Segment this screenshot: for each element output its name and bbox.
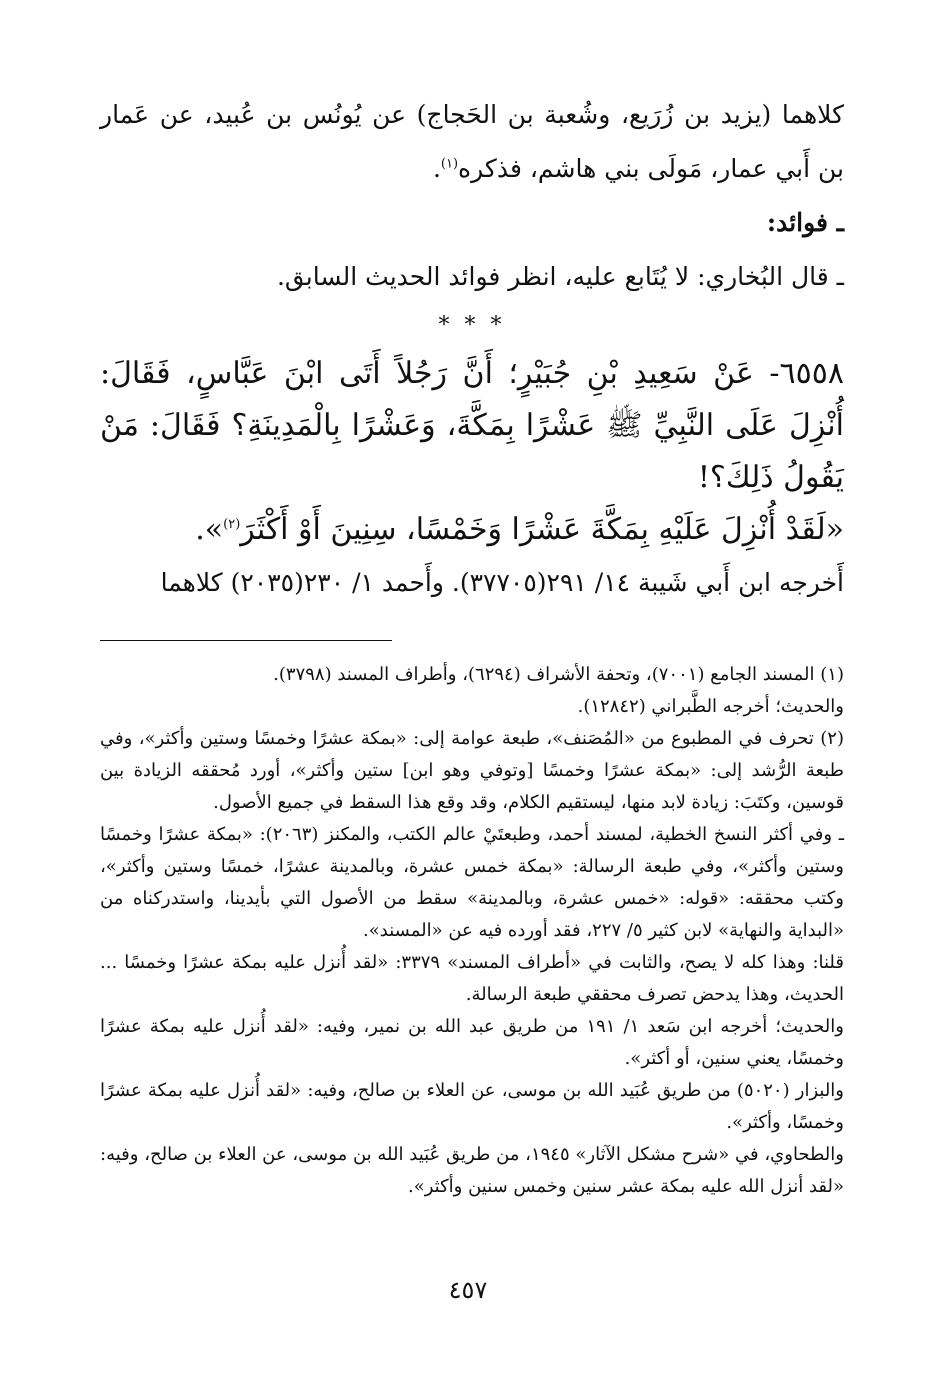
takhrij-text: أَخرجه ابن أَبي شَيبة ١٤/ ٢٩١(٣٧٧٠٥). وأَحمد ١/ ٢٣٠(٢٠٣٥) كلاهما — [160, 568, 844, 597]
footnote-1-cont: والحديث؛ أخرجه الطَّبراني (١٢٨٤٢). — [577, 696, 844, 717]
footnote-2: (٢) تحرف في المطبوع من «المُصَنف»، طبعة عوامة إلى: «بمكة عشرًا وخمسًا وستين وأكثر»، وفي طبعة الرُّشد إلى: «بمكة عشرًا وخمسًا [وتوفي وهو ابن] ستين وأكثر»، أورد مُحققه الزيادة بين قوسين، وكتَبَ: زيادة لابد منها، ليستقيم الكلام، وقد وقع هذا السقط في جميع الأصول. — [100, 728, 844, 813]
hadith-line-2 — [100, 504, 844, 556]
footnotes — [100, 659, 844, 1203]
page-number: ٤٥٧ — [448, 1276, 488, 1304]
hadith-line-1: ٦٥٥٨- عَنْ سَعِيدِ بْنِ جُبَيْرٍ؛ أَنَّ رَجُلاً أَتَى ابْنَ عَبَّاسٍ، فَقَالَ: أُنْزِلَ عَلَى النَّبِيِّ ﷺ عَشْرًا بِمَكَّةَ، وَعَشْرًا بِالْمَدِينَةِ؟ فَقَالَ: مَنْ يَقُولُ ذَلِكَ؟! — [100, 356, 844, 495]
footnote-ref-2[interactable]: (٢) — [223, 517, 241, 532]
section-divider-stars: * * * — [438, 313, 506, 338]
chain-period: . — [432, 154, 441, 183]
footnote-2-ibn-saad: والحديث؛ أخرجه ابن سَعد ١/ ١٩١ من طريق عبد الله بن نمير، وفيه: «لقد أُنزل عليه بمكة عشرًا وخمسًا، يعني سنين، أو أكثر». — [100, 1016, 844, 1069]
hadith-6558 — [100, 348, 844, 556]
footnote-2-tahawi: والطحاوي، في «شرح مشكل الآثار» ١٩٤٥، من طريق عُبَيد الله بن موسى، عن العلاء بن صالح، وفيه: «لقد أنزل الله عليه بمكة عشر سنين وخمس سنين وأكثر». — [100, 1144, 844, 1197]
benefits-heading: ـ فوائد: — [766, 208, 844, 237]
chain-paragraph — [100, 88, 844, 196]
footnote-separator — [100, 640, 392, 641]
footnote-separator-wrap — [100, 610, 844, 659]
main-text — [100, 88, 844, 348]
hadith-closing: ». — [195, 512, 224, 547]
chain-text: كلاهما (يزيد بن زُرَيع، وشُعبة بن الحَجاج) عن يُونُس بن عُبيد، عن عَمار بن أَبي عمار، مَولَى بني هاشم، فذكره — [100, 100, 844, 183]
footnote-2-bazzar: والبزار (٥٠٢٠) من طريق عُبَيد الله بن موسى، عن العلاء بن صالح، وفيه: «لقد أُنزل عليه بمكة عشرًا وخمسًا، وأكثر». — [100, 1080, 844, 1133]
footnote-ref-1[interactable]: (١) — [440, 156, 459, 172]
footnote-1: (١) المسند الجامع (٧٠٠١)، وتحفة الأشراف (٦٢٩٤)، وأطراف المسند (٣٧٩٨). — [273, 664, 844, 685]
page-content — [100, 88, 844, 1203]
takhrij-section — [100, 556, 844, 610]
footnote-2-musnad: ـ وفي أكثر النسخ الخطية، لمسند أحمد، وطبعتَيْ عالم الكتب، والمكنز (٢٠٦٣): «بمكة عشرًا وخمسًا وستين وأكثر»، وفي طبعة الرسالة: «بمكة خمس عشرة، وبالمدينة عشرًا، خمسًا وستين وأكثر»، وكتب محققه: «قوله: «خمس عشرة، وبالمدينة» سقط من الأصول التي بأيدينا، واستدركناه من «البداية والنهاية» لابن كثير ٥/ ٢٢٧، فقد أورده فيه عن «المسند». — [100, 824, 844, 941]
footnote-2-qulna: قلنا: وهذا كله لا يصح، والثابت في «أطراف المسند» ٣٣٧٩: «لقد أُنزل عليه بمكة عشرًا وخمسًا ... الحديث، وهذا يدحض تصرف محققي طبعة الرسالة. — [100, 952, 844, 1005]
hadith-quote: «لَقَدْ أُنْزِلَ عَلَيْهِ بِمَكَّةَ عَشْرًا وَخَمْسًا، سِنِينَ أَوْ أَكْثَرَ — [240, 512, 844, 547]
bukhari-note: ـ قال البُخاري: لا يُتَابع عليه، انظر فوائد الحديث السابق. — [276, 262, 844, 291]
